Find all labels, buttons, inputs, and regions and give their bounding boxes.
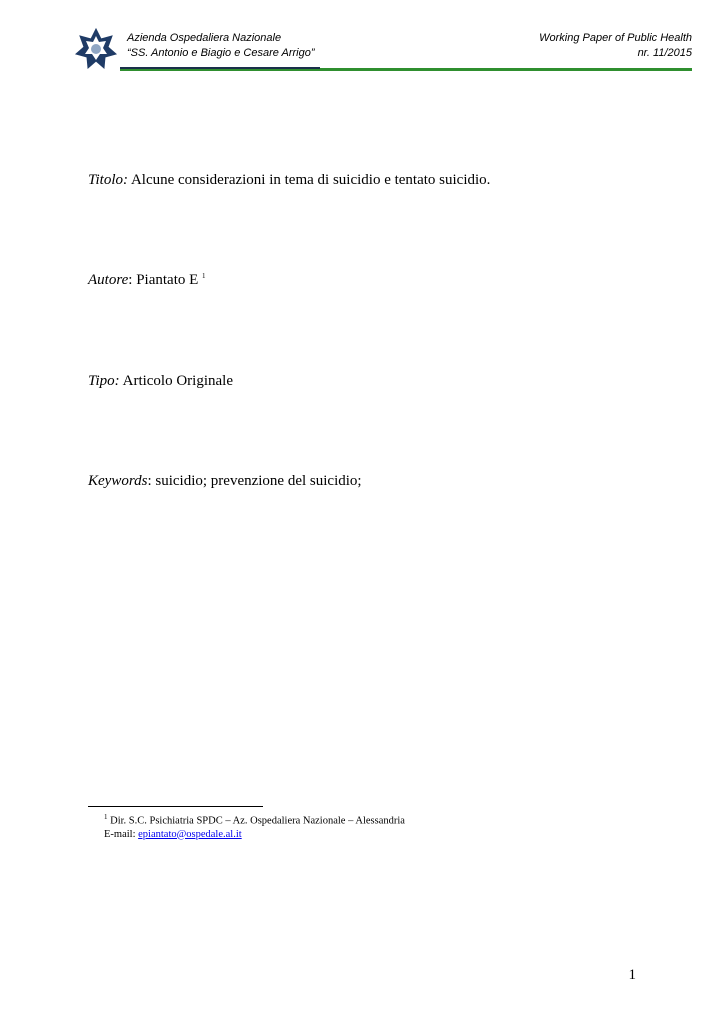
header-series-line1: Working Paper of Public Health: [539, 32, 692, 44]
author-field: [88, 272, 206, 289]
type-label: Tipo:: [88, 373, 120, 389]
title-label: Titolo:: [88, 172, 129, 188]
header-org-line2: “SS. Antonio e Biagio e Cesare Arrigo”: [127, 47, 315, 59]
author-label: Autore: [88, 272, 129, 288]
type-value: Articolo Originale: [119, 373, 233, 389]
keywords-field: [88, 473, 362, 490]
header-series: [539, 31, 692, 61]
header-organization: [127, 31, 315, 61]
footnote-line2: [104, 828, 405, 841]
header-rule-dark: [120, 67, 320, 69]
author-footnote-mark: 1: [202, 272, 206, 280]
footnote-email-link[interactable]: epiantato@ospedale.al.it: [138, 828, 242, 840]
footnote-email-prefix: E-mail:: [104, 828, 139, 840]
header-org-line1: Azienda Ospedaliera Nazionale: [127, 32, 282, 44]
author-value: : Piantato E: [128, 272, 199, 288]
title-value: Alcune considerazioni in tema di suicidio e tentato suicidio.: [128, 172, 491, 188]
footnote-mark: 1: [104, 813, 108, 821]
footnote-line1: [104, 811, 405, 828]
footnote: [104, 811, 405, 841]
title-field: [88, 172, 490, 189]
footnote-affiliation: Dir. S.C. Psichiatria SPDC – Az. Ospedaliera Nazionale – Alessandria: [107, 815, 405, 827]
page-number: 1: [628, 967, 636, 983]
hospital-logo-icon: [74, 27, 118, 71]
type-field: [88, 373, 233, 390]
footnote-separator: [88, 806, 263, 807]
keywords-value: : suicidio; prevenzione del suicidio;: [147, 473, 362, 489]
keywords-label: Keywords: [88, 473, 148, 489]
header-series-line2: nr. 11/2015: [637, 47, 692, 59]
